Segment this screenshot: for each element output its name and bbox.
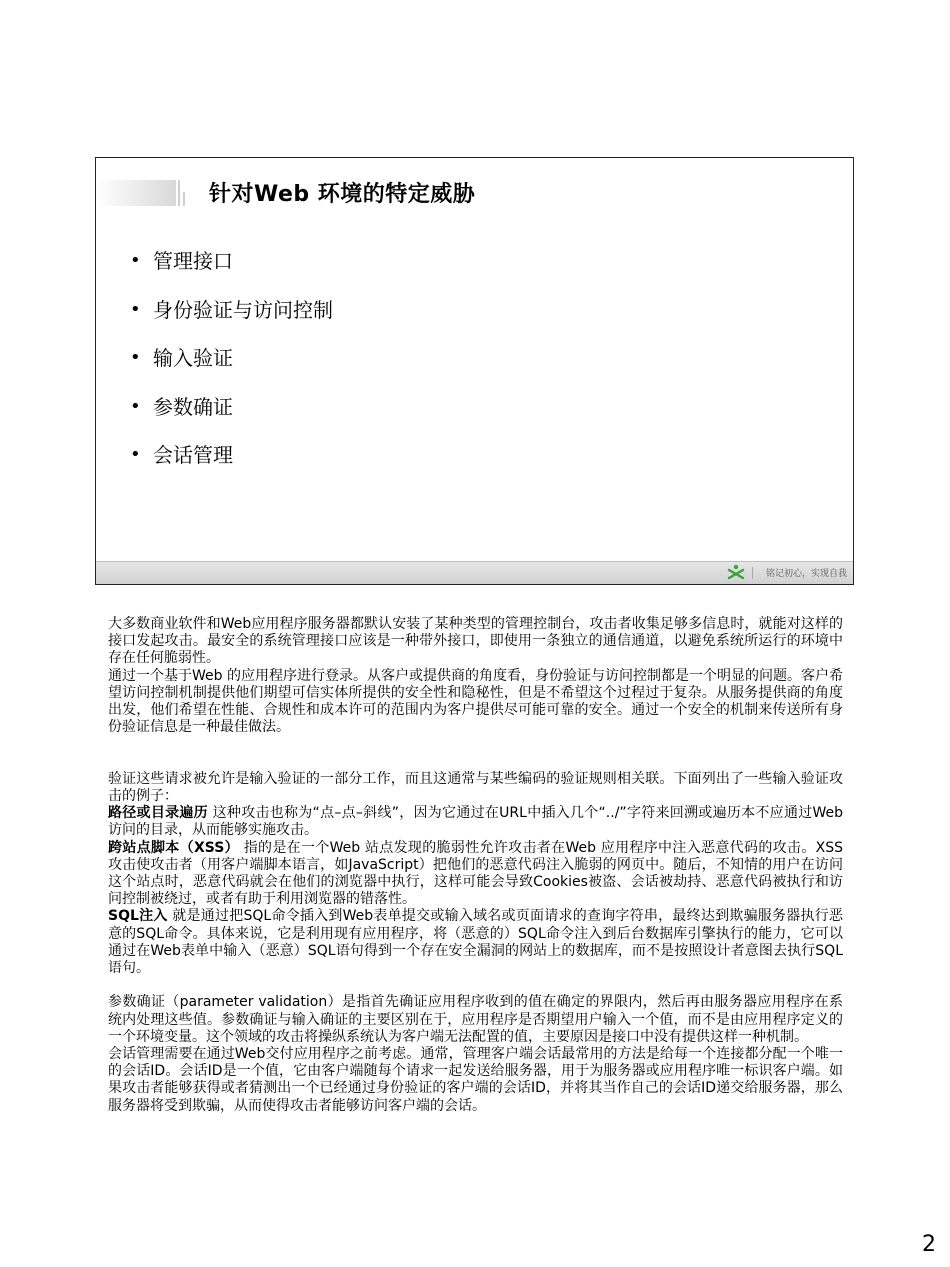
title-decoration-mark [183, 192, 185, 206]
notes-paragraph: 大多数商业软件和Web应用程序服务器都默认安装了某种类型的管理控制台，攻击者收集足够多信息时，就能对这样的接口发起攻击。最安全的系统管理接口应该是一种带外接口，即使用一条独立的通信通道，以避免系统所运行的环境中存在任何脆弱性。 [108, 616, 843, 667]
notes-paragraph [108, 840, 843, 909]
page-number: 2 [922, 1232, 936, 1257]
notes-paragraph: 会话管理需要在通过Web交付应用程序之前考虑。通常，管理客户端会话最常用的方法是给每一个连接都分配一个唯一的会话ID。会话ID是一个值，它由客户端随每个请求一起发送给服务器，用于为服务器或应用程序唯一标识客户端。如果攻击者能够获得或者猜测出一个已经通过身份验证的客户端的会话ID，并将其当作自己的会话ID递交给服务器，那么服务器将受到欺骗，从而使得攻击者能够访问客户端的会话。 [108, 1046, 843, 1114]
footer-separator [752, 567, 753, 579]
term-path-traversal: 路径或目录遍历 [108, 805, 208, 822]
notes-text: 就是通过把SQL命令插入到Web表单提交或输入域名或页面请求的查询字符串，最终达到欺骗服务器执行恶意的SQL命令。具体来说，它是利用现有应用程序，将（恶意的）SQL命令注入到后台数据库引擎执行的能力，它可以通过在Web表单中输入（恶意）SQL语句得到一个存在安全漏洞的网站上的数据库，而不是按照设计者意图去执行SQL语句。 [108, 908, 843, 977]
slide-title: 针对Web 环境的特定威胁 [209, 182, 476, 207]
slide-frame [95, 157, 854, 585]
term-xss: 跨站点脚本（XSS） [108, 839, 239, 856]
footer-slogan: 铭记初心，实现自我 [765, 569, 847, 579]
bullet-item: • 会话管理 [130, 440, 333, 489]
title-decoration-mark [178, 180, 180, 206]
notes-paragraph: 验证这些请求被允许是输入验证的一部分工作，而且这通常与某些编码的验证规则相关联。下面列出了一些输入验证攻击的例子： [108, 770, 843, 804]
bullet-item: • 输入验证 [130, 343, 333, 392]
notes-paragraph: 参数确证（parameter validation）是指首先确证应用程序收到的值在确定的界限内，然后再由服务器应用程序在系统内处理这些值。参数确证与输入确证的主要区别在于，应用程序是否期望用户输入一个值，而不是由应用程序定义的一个环境变量。这个领域的攻击将操纵系统认为客户端无法配置的值，主要原因是接口中没有提供这样一种机制。 [108, 994, 843, 1045]
speaker-notes [108, 616, 843, 1115]
notes-paragraph [108, 908, 843, 977]
title-decoration [96, 180, 176, 206]
notes-text: 这种攻击也称为“点–点–斜线”，因为它通过在URL中插入几个“../”字符来回溯或遍历本不应通过Web访问的目录，从而能够实施攻击。 [108, 805, 844, 839]
bullet-item: • 身份验证与访问控制 [130, 295, 333, 344]
notes-text: 指的是在一个Web 站点发现的脆弱性允许攻击者在Web 应用程序中注入恶意代码的攻击。XSS 攻击使攻击者（用客户端脚本语言，如JavaScript）把他们的恶意代码注入脆弱的网页中。随后，不知情的用户在访问这个站点时，恶意代码就会在他们的浏览器中执行，这样可能会导致Cookies被盗、会话被劫持、恶意代码被执行和访问控制被绕过，或者有助于利用浏览器的错落性。 [108, 839, 843, 908]
logo-icon [727, 564, 745, 581]
term-sql-injection: SQL注入 [108, 908, 168, 925]
notes-paragraph: 通过一个基于Web 的应用程序进行登录。从客户或提供商的角度看，身份验证与访问控制都是一个明显的问题。客户希望访问控制机制提供他们期望可信实体所提供的安全性和隐秘性，但是不希望这个过程过于复杂。从服务提供商的角度出发，他们希望在性能、合规性和成本许可的范围内为客户提供尽可能可靠的安全。通过一个安全的机制来传送所有身份验证信息是一种最佳做法。 [108, 667, 843, 736]
bullet-list [130, 246, 333, 489]
notes-paragraph [108, 805, 843, 839]
slide-footer [96, 561, 853, 584]
bullet-item: • 参数确证 [130, 392, 333, 441]
bullet-item: • 管理接口 [130, 246, 333, 295]
